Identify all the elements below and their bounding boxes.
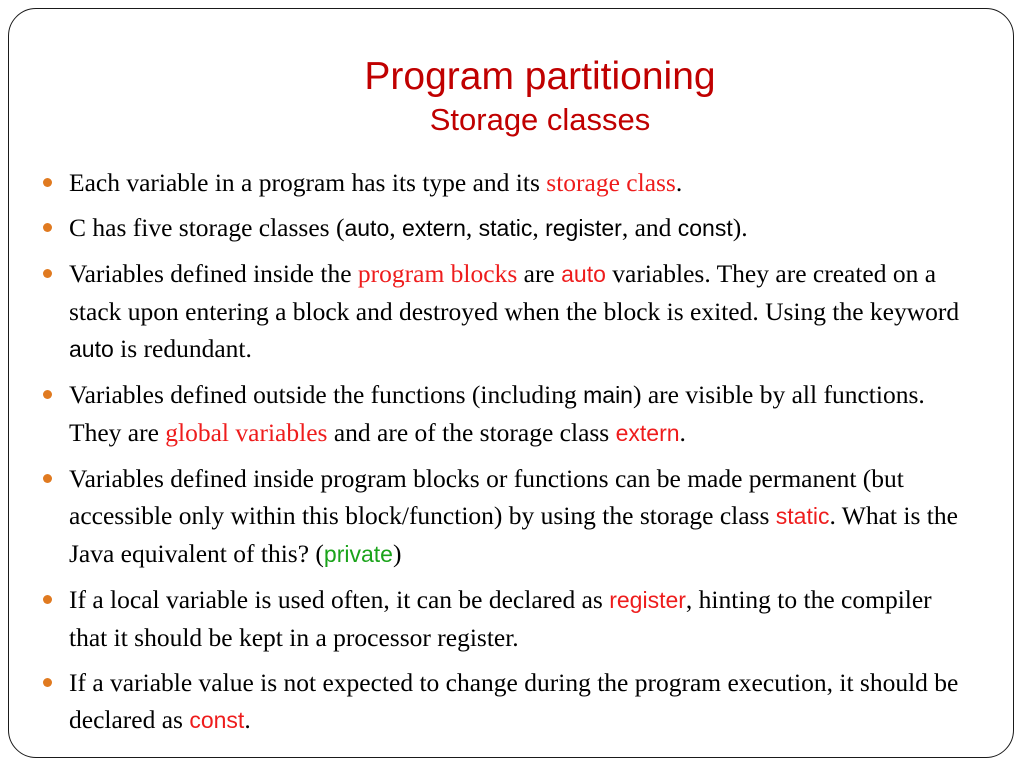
bullet-dot-icon	[43, 223, 52, 232]
slide-subtitle: Storage classes	[429, 102, 651, 137]
bullet-text: C has five storage classes (	[69, 213, 345, 242]
keyword-static: static	[478, 215, 533, 241]
bullet-text: ,	[532, 213, 546, 242]
keyword-auto: auto	[344, 215, 390, 241]
bullet-text: ) are visible by all functions. They are	[69, 380, 925, 447]
bullet-text: )	[392, 539, 402, 568]
keyword-extern: extern	[401, 215, 466, 241]
bullet-text: If a local variable is used often, it can be declared as	[69, 585, 610, 614]
bullet-item-7	[40, 664, 970, 739]
title-block	[0, 54, 1024, 140]
bullet-dot-icon	[43, 678, 52, 687]
bullet-text: ).	[732, 213, 748, 242]
keyword-auto: auto	[69, 336, 114, 362]
bullet-list	[40, 164, 970, 747]
bullet-item-2	[40, 209, 970, 247]
bullet-text: Each variable in a program has its type and its	[69, 168, 547, 197]
highlight-program-blocks: program blocks	[357, 259, 518, 288]
bullet-text: is redundant.	[113, 334, 252, 363]
bullet-text: .	[244, 705, 251, 734]
bullet-text: are	[517, 259, 562, 288]
bullet-item-5	[40, 460, 970, 573]
keyword-private-highlight: private	[323, 541, 393, 567]
bullet-text: variables. They are created on a stack upon entering a block and destroyed when the block is exited. Using the keyword	[69, 259, 960, 326]
bullet-text: . What is the Java equivalent of this? (	[69, 501, 958, 568]
bullet-text: If a variable value is not expected to change during the program execution, it should be declared as	[69, 668, 959, 734]
bullet-dot-icon	[43, 474, 52, 483]
bullet-item-1	[40, 164, 970, 201]
bullet-dot-icon	[43, 178, 52, 187]
keyword-extern-highlight: extern	[615, 420, 680, 446]
keyword-main: main	[583, 382, 633, 408]
keyword-const-highlight: const	[189, 707, 245, 733]
bullet-text: .	[679, 418, 686, 447]
bullet-text: Variables defined inside program blocks or functions can be made permanent (but accessible only within this block/function) by using the storage class	[69, 464, 904, 530]
bullet-text: Variables defined outside the functions (including	[69, 380, 584, 409]
bullet-text: ,	[465, 213, 479, 242]
bullet-dot-icon	[43, 269, 52, 278]
bullet-text: and are of the storage class	[327, 418, 616, 447]
highlight-global-variables: global variables	[165, 418, 328, 447]
keyword-register-highlight: register	[609, 587, 686, 613]
slide-title: Program partitioning	[364, 55, 716, 98]
bullet-text: .	[675, 168, 683, 197]
bullet-dot-icon	[43, 595, 52, 604]
keyword-register: register	[545, 215, 622, 241]
keyword-const: const	[677, 215, 733, 241]
highlight-storage-class: storage class	[546, 168, 676, 197]
bullet-item-4	[40, 376, 970, 452]
keyword-auto-highlight: auto	[561, 261, 606, 287]
bullet-item-6	[40, 581, 970, 656]
bullet-text: Variables defined inside the	[69, 259, 358, 288]
bullet-item-3	[40, 255, 970, 368]
keyword-static-highlight: static	[775, 503, 830, 529]
bullet-dot-icon	[43, 390, 52, 399]
bullet-text: ,	[389, 213, 402, 242]
bullet-text: , hinting to the compiler that it should be kept in a processor register.	[69, 585, 932, 652]
bullet-text: , and	[621, 213, 678, 242]
